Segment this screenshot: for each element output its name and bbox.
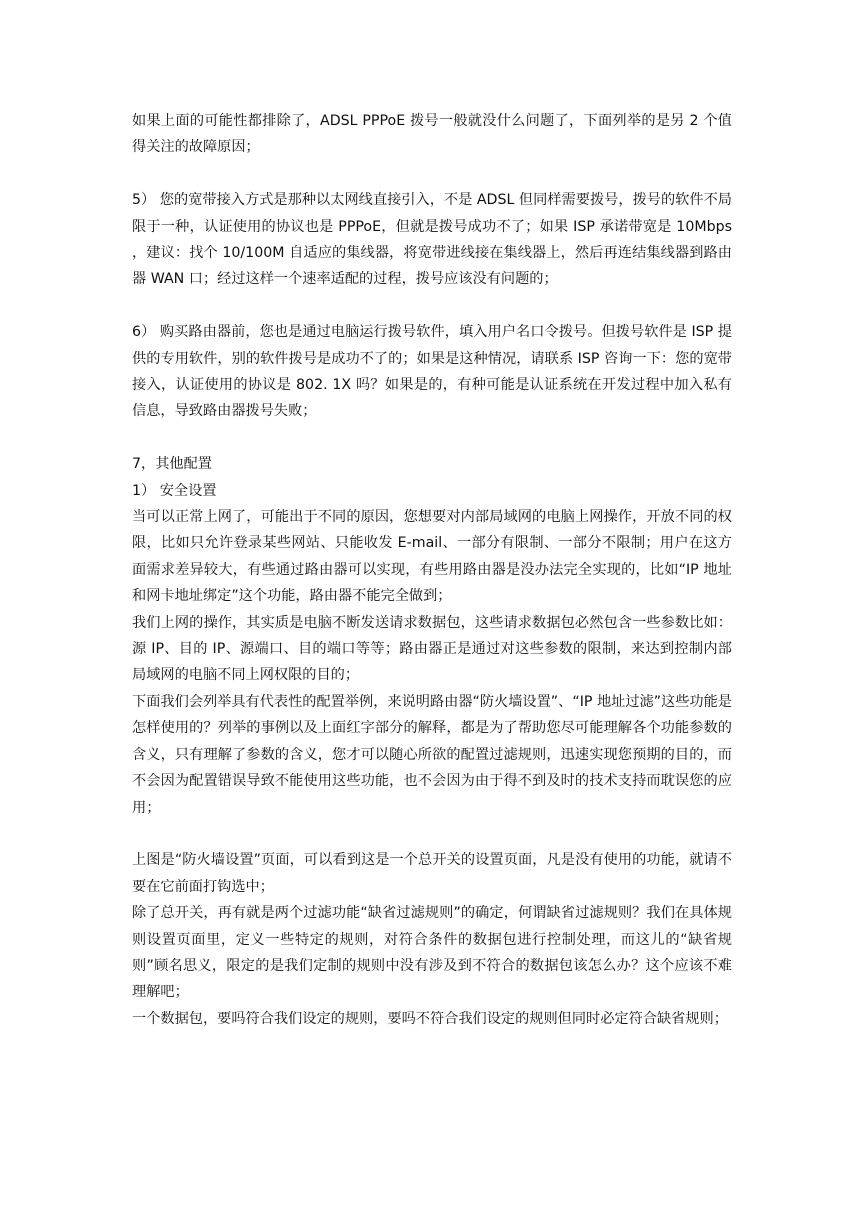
packet-rule-paragraph: 一个数据包，要吗符合我们设定的规则，要吗不符合我们设定的规则但同时必定符合缺省规则； xyxy=(132,1010,728,1027)
blank-line xyxy=(132,161,732,187)
blank-line xyxy=(132,425,732,451)
examples-paragraph: 下面我们会列举具有代表性的配置举例，来说明路由器“防火墙设置”、“IP 地址过滤”这些功能是怎样使用的？列举的事例以及上面红字部分的解释，都是为了帮助您尽可能理解各个功能参数的含义，只有理解了参数的含义，您才可以随心所欲的配置过滤规则，迅速实现您预期的目的，而不会因为配置错误导致不能使用这些功能，也不会因为由于得不到及时的技术支持而耽误您的应用； xyxy=(132,693,732,816)
firewall-page-paragraph: 上图是“防火墙设置”页面，可以看到这是一个总开关的设置页面，凡是没有使用的功能，就请不要在它前面打钩选中； xyxy=(132,852,732,895)
default-rule-paragraph: 除了总开关，再有就是两个过滤功能“缺省过滤规则”的确定，何谓缺省过滤规则？我们在具体规则设置页面里，定义一些特定的规则，对符合条件的数据包进行控制处理，而这儿的“缺省规则”顾名思义，限定的是我们定制的规则中没有涉及到不符合的数据包该怎么办？这个应该不难理解吧； xyxy=(132,905,732,1001)
intro-paragraph: 如果上面的可能性都排除了，ADSL PPPoE 拨号一般就没什么问题了，下面列举的是另 2 个值得关注的故障原因； xyxy=(132,113,732,156)
document-page xyxy=(132,108,732,1032)
subsection-heading: 1） 安全设置 xyxy=(132,482,217,499)
packet-paragraph: 我们上网的操作，其实质是电脑不断发送请求数据包，这些请求数据包必然包含一些参数比如：源 IP、目的 IP、源端口、目的端口等等；路由器正是通过对这些参数的限制，来达到控制内部局域网的电脑不同上网权限的目的； xyxy=(132,614,732,684)
blank-line xyxy=(132,293,732,319)
item-6-paragraph: 6） 购买路由器前，您也是通过电脑运行拨号软件，填入用户名口令拨号。但拨号软件是 ISP 提供的专用软件，别的软件拨号是成功不了的；如果是这种情况，请联系 ISP 咨询一下：您的宽带接入，认证使用的协议是 802. 1X 吗？如果是的，有种可能是认证系统在开发过程中加入私有信息，导致路由器拨号失败； xyxy=(132,324,732,420)
blank-line xyxy=(132,821,732,847)
item-5-paragraph: 5） 您的宽带接入方式是那种以太网线直接引入，不是 ADSL 但同样需要拨号，拨号的软件不局限于一种，认证使用的协议也是 PPPoE，但就是拨号成功不了；如果 ISP 承诺带宽是 10Mbps ，建议：找个 10/100M 自适应的集线器，将宽带进线接在集线器上，然后再连结集线器到路由器 WAN 口；经过这样一个速率适配的过程，拨号应该没有问题的； xyxy=(132,192,732,288)
security-paragraph: 当可以正常上网了，可能出于不同的原因，您想要对内部局域网的电脑上网操作，开放不同的权限，比如只允许登录某些网站、只能收发 E-mail、一部分有限制、一部分不限制；用户在这方面需求差异较大，有些通过路由器可以实现，有些用路由器是没办法完全实现的，比如“IP 地址和网卡地址绑定”这个功能，路由器不能完全做到； xyxy=(132,509,732,605)
section-heading: 7，其他配置 xyxy=(132,456,212,473)
